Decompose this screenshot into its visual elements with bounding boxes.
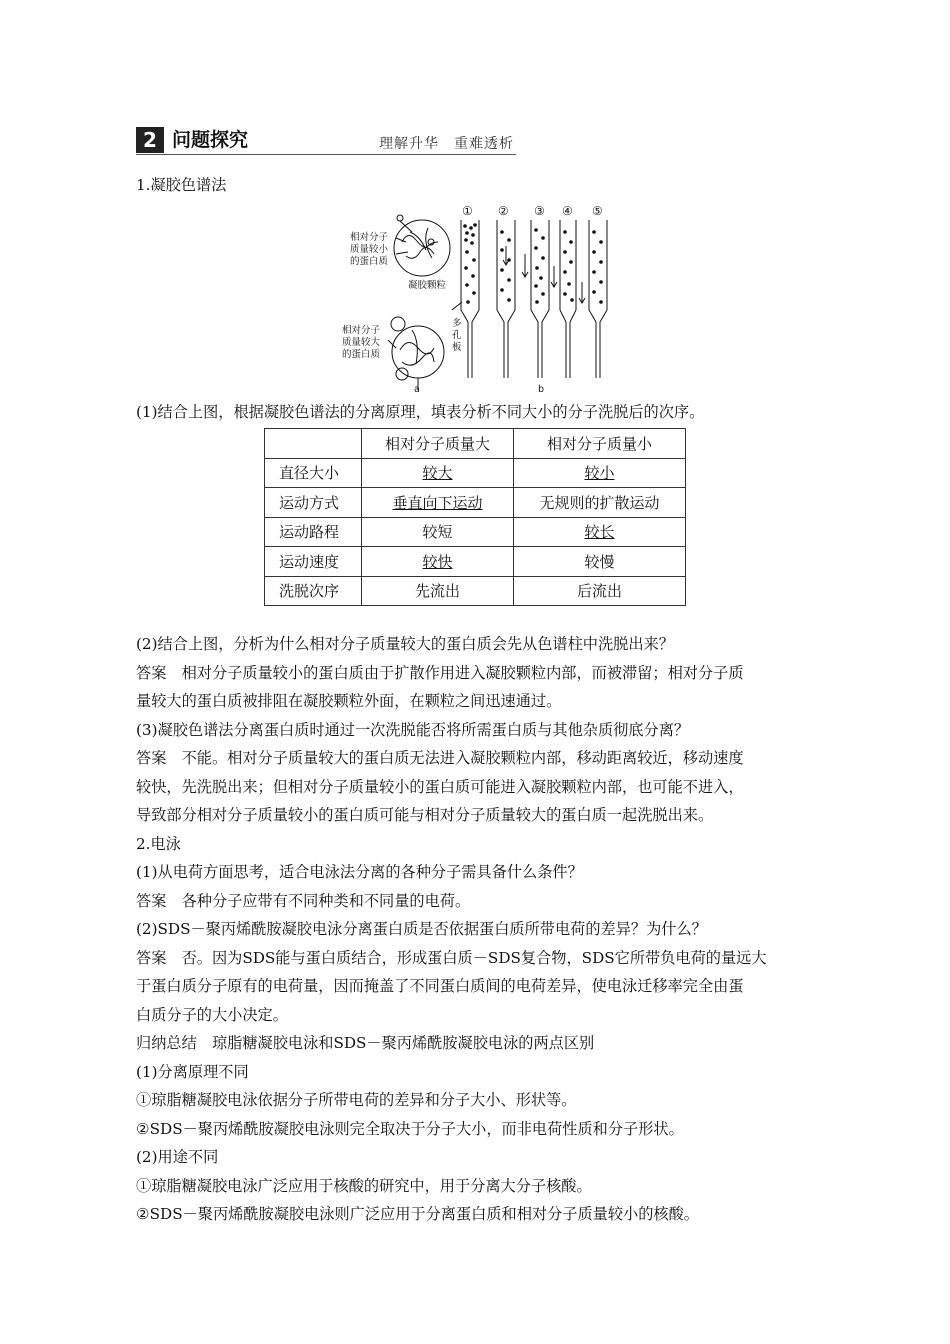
- small-protein-dot: [397, 215, 403, 221]
- cell-small: 后流出: [514, 576, 686, 606]
- label-large-1: 相对分子: [342, 325, 381, 336]
- tube-number-1: ①: [462, 204, 473, 218]
- cell-small: 较长: [514, 517, 686, 547]
- paragraph-line: ②SDS－聚丙烯酰胺凝胶电泳则广泛应用于分离蛋白质和相对分子质量较小的核酸。: [136, 1205, 699, 1223]
- label-large-3: 的蛋白质: [342, 349, 381, 360]
- table-row: [265, 458, 686, 488]
- summary-heading: 归纳总结 琼脂糖凝胶电泳和SDS－聚丙烯酰胺凝胶电泳的两点区别: [136, 1034, 595, 1052]
- large-protein-bottom: [396, 368, 408, 380]
- section-subtitle: 理解升华 重难透析: [379, 136, 514, 152]
- question-1: (1)结合上图，根据凝胶色谱法的分离原理，填表分析不同大小的分子洗脱后的次序。: [136, 403, 705, 421]
- elution-order-table: [264, 428, 686, 606]
- header-rule: [136, 154, 516, 155]
- caption-a: a: [414, 384, 420, 395]
- gel-pores-top: [402, 228, 438, 258]
- cell-big: 垂直向下运动: [362, 488, 514, 518]
- label-plate-3: 板: [452, 342, 462, 353]
- paragraph-line: (2)结合上图，分析为什么相对分子质量较大的蛋白质会先从色谱柱中洗脱出来？: [136, 635, 674, 653]
- row-label: 运动速度: [265, 547, 362, 577]
- tube-number-4: ④: [562, 204, 573, 218]
- row-label: 洗脱次序: [265, 576, 362, 606]
- row-label: 运动路程: [265, 517, 362, 547]
- paragraph-line: 白质分子的大小决定。: [136, 1005, 288, 1024]
- row-label: 直径大小: [265, 458, 362, 488]
- column-3: [531, 220, 549, 378]
- table-row: [265, 517, 686, 547]
- section-header: [136, 125, 516, 155]
- paragraph-line: (1)从电荷方面思考，适合电泳法分离的各种分子需具备什么条件？: [136, 863, 583, 881]
- paragraph-line: (3)凝胶色谱法分离蛋白质时通过一次洗脱能否将所需蛋白质与其他杂质彻底分离？: [136, 720, 690, 739]
- label-large-2: 质量较大: [342, 337, 381, 348]
- cell-small: 无规则的扩散运动: [514, 488, 686, 518]
- caption-b: b: [538, 384, 545, 395]
- column-4: [560, 220, 576, 378]
- section-number: 2: [136, 127, 164, 153]
- paragraph-line: ①琼脂糖凝胶电泳依据分子所带电荷的差异和分子大小、形状等。: [136, 1091, 577, 1109]
- table-header-small: 相对分子质量小: [514, 429, 686, 459]
- cell-small: 较慢: [514, 547, 686, 577]
- section2-heading: 2.电泳: [136, 834, 181, 853]
- gel-bead-top: [394, 220, 450, 276]
- section-title: 问题探究: [172, 129, 249, 151]
- column-1: [461, 220, 479, 378]
- paragraph-line: ①琼脂糖凝胶电泳广泛应用于核酸的研究中，用于分离大分子核酸。: [136, 1176, 592, 1195]
- row-label: 运动方式: [265, 488, 362, 518]
- label-small-1: 相对分子: [350, 232, 389, 243]
- cell-small: 较小: [514, 458, 686, 488]
- paragraph-line: (2)用途不同: [136, 1148, 219, 1166]
- column-2: [497, 220, 515, 378]
- label-plate-2: 孔: [452, 330, 462, 341]
- label-plate-1: 多: [452, 318, 462, 329]
- paragraph-line: (2)SDS－聚丙烯酰胺凝胶电泳分离蛋白质是否依据蛋白质所带电荷的差异？为什么？: [136, 920, 707, 938]
- cell-big: 较快: [362, 547, 514, 577]
- paragraph-line: ②SDS－聚丙烯酰胺凝胶电泳则完全取决于分子大小，而非电荷性质和分子形状。: [136, 1119, 684, 1138]
- paragraph-line: 答案 各种分子应带有不同种类和不同量的电荷。: [136, 891, 471, 910]
- label-small-2: 质量较小: [350, 244, 389, 255]
- tube-number-5: ⑤: [592, 204, 603, 218]
- table-row: [265, 576, 686, 606]
- gel-pores-bottom: [400, 330, 434, 365]
- cell-big: 先流出: [362, 576, 514, 606]
- table-corner: [265, 429, 362, 459]
- table-row: [265, 488, 686, 518]
- paragraph-line: (1)分离原理不同: [136, 1062, 249, 1081]
- gel-chromatography-figure: [336, 202, 618, 398]
- table-header-row: [265, 429, 686, 459]
- paragraph-line: 量较大的蛋白质被排阻在凝胶颗粒外面，在颗粒之间迅速通过。: [136, 692, 562, 710]
- paragraph-line: 于蛋白质分子原有的电荷量，因而掩盖了不同蛋白质间的电荷差异，使电泳迁移率完全由蛋: [136, 977, 744, 995]
- paragraph-line: 答案 不能。相对分子质量较大的蛋白质无法进入凝胶颗粒内部，移动距离较近，移动速度: [136, 749, 744, 767]
- table-header-big: 相对分子质量大: [362, 429, 514, 459]
- paragraph-line: 答案 否。因为SDS能与蛋白质结合，形成蛋白质－SDS复合物，SDS它所带负电荷的量远大: [136, 948, 767, 967]
- cell-big: 较短: [362, 517, 514, 547]
- tube-number-3: ③: [534, 204, 545, 218]
- label-gel: 凝胶颗粒: [408, 280, 447, 291]
- cell-big: 较大: [362, 458, 514, 488]
- tube-number-2: ②: [498, 204, 509, 218]
- large-protein-top: [391, 317, 405, 331]
- gel-bead-bottom: [392, 326, 444, 378]
- column-5: [589, 220, 607, 378]
- paragraph-line: 较快，先洗脱出来；但相对分子质量较小的蛋白质可能进入凝胶颗粒内部，也可能不进入，: [136, 777, 744, 796]
- paragraph-line: 导致部分相对分子质量较小的蛋白质可能与相对分子质量较大的蛋白质一起洗脱出来。: [136, 806, 714, 824]
- table-row: [265, 547, 686, 577]
- paragraph-line: 答案 相对分子质量较小的蛋白质由于扩散作用进入凝胶颗粒内部，而被滞留；相对分子质: [136, 663, 744, 682]
- section1-heading: 1.凝胶色谱法: [136, 176, 227, 194]
- label-small-3: 的蛋白质: [350, 256, 389, 267]
